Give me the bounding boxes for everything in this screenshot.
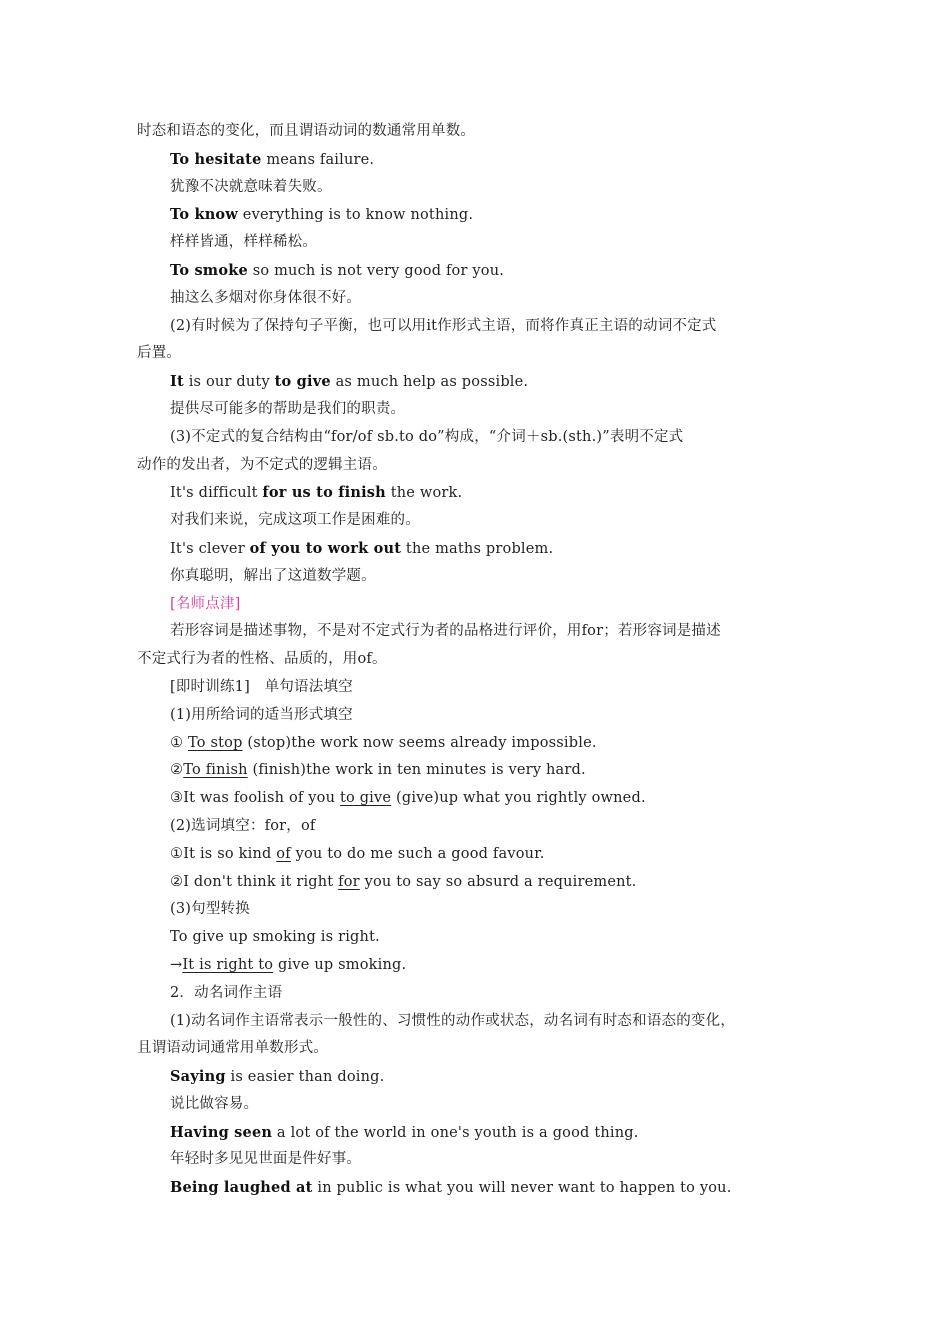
rule-paragraph-cont: 且谓语动词通常用单数形式。 xyxy=(137,1040,329,1057)
answer-blank: to give xyxy=(339,790,392,807)
answer-blank: To stop xyxy=(188,734,243,751)
exercise-item xyxy=(137,869,827,897)
example-sentence xyxy=(137,479,827,507)
example-sentence xyxy=(137,201,827,229)
translation-line: 样样皆通，样样稀松。 xyxy=(170,234,317,251)
exercise-item xyxy=(137,952,827,980)
example-sentence xyxy=(137,368,827,396)
sentence-text: is our duty xyxy=(183,374,275,391)
exercise-text: (stop)the work now seems already impossible. xyxy=(242,734,597,751)
rule-paragraph: (1)动名词作主语常表示一般性的、习惯性的动作或状态，动名词有时态和语态的变化， xyxy=(170,1012,736,1029)
exercise-subheading: (3)句型转换 xyxy=(170,901,250,918)
bold-phrase: for us to finish xyxy=(262,484,386,502)
bold-phrase: of you to work out xyxy=(249,539,402,557)
translation-line: 提供尽可能多的帮助是我们的职责。 xyxy=(170,400,406,417)
translation-line: 抽这么多烟对你身体很不好。 xyxy=(170,289,362,306)
exercise-text: you to say so absurd a requirement. xyxy=(359,873,637,890)
exercise-text: (finish)the work in ten minutes is very hard. xyxy=(247,762,586,779)
exercise-text: ② xyxy=(170,762,184,779)
rule-paragraph-cont: 动作的发出者，为不定式的逻辑主语。 xyxy=(137,456,387,473)
exercise-subheading: (2)选词填空：for，of xyxy=(170,817,316,834)
bold-phrase: To smoke xyxy=(170,261,248,279)
sentence-text: so much is not very good for you. xyxy=(247,262,505,279)
exercise-text: you to do me such a good favour. xyxy=(290,845,545,862)
exercise-text: ②I don't think it right xyxy=(170,873,339,890)
translation-line: 对我们来说，完成这项工作是困难的。 xyxy=(170,512,420,529)
sentence-text: means failure. xyxy=(261,151,375,168)
sentence-text: It's clever xyxy=(170,540,250,557)
example-sentence xyxy=(137,1119,827,1147)
sentence-text: everything is to know nothing. xyxy=(238,207,474,224)
example-sentence xyxy=(137,257,827,285)
example-sentence xyxy=(137,535,827,563)
bold-phrase: to give xyxy=(274,373,331,391)
exercise-item xyxy=(137,757,827,785)
example-sentence xyxy=(137,146,827,174)
document-body xyxy=(137,118,827,1202)
rule-paragraph-cont: 后置。 xyxy=(137,345,182,362)
sentence-text: the work. xyxy=(385,485,463,502)
exercise-text: ① xyxy=(170,734,189,751)
exercise-text: give up smoking. xyxy=(273,956,407,973)
bold-phrase: To know xyxy=(170,206,238,224)
exercise-subheading: (1)用所给词的适当形式填空 xyxy=(170,706,353,723)
sentence-text: is easier than doing. xyxy=(225,1069,385,1086)
rule-paragraph: (2)有时候为了保持句子平衡，也可以用it作形式主语，而将作真正主语的动词不定式 xyxy=(170,317,717,334)
translation-line: 犹豫不决就意味着失败。 xyxy=(170,178,332,195)
answer-blank: for xyxy=(338,873,360,890)
exercise-text: → xyxy=(170,956,183,973)
exercise-heading: [即时训练1] 单句语法填空 xyxy=(170,678,353,695)
example-sentence xyxy=(137,1174,827,1202)
exercise-text: ③It was foolish of you xyxy=(170,790,340,807)
answer-blank: It is right to xyxy=(182,956,274,973)
translation-line: 你真聪明，解出了这道数学题。 xyxy=(170,567,376,584)
exercise-item xyxy=(137,730,827,758)
tip-heading: [名师点津] xyxy=(170,595,241,612)
exercise-text: ①It is so kind xyxy=(170,845,277,862)
bold-phrase: Saying xyxy=(170,1068,226,1086)
exercise-item xyxy=(137,785,827,813)
sentence-text: the maths problem. xyxy=(401,540,554,557)
sentence-text: a lot of the world in one's youth is a good thing. xyxy=(272,1124,639,1141)
text-line: 时态和语态的变化，而且谓语动词的数通常用单数。 xyxy=(137,123,476,139)
bold-phrase: Being laughed at xyxy=(170,1179,313,1197)
section-heading: 2．动名词作主语 xyxy=(170,984,283,1001)
bold-phrase: To hesitate xyxy=(170,150,262,168)
tip-paragraph-cont: 不定式行为者的性格、品质的，用of。 xyxy=(137,651,387,668)
exercise-item: To give up smoking is right. xyxy=(170,929,380,946)
answer-blank: To finish xyxy=(183,762,248,779)
sentence-text: It's difficult xyxy=(170,485,263,502)
exercise-item xyxy=(137,841,827,869)
rule-paragraph: (3)不定式的复合结构由“for/of sb.to do”构成，“介词＋sb.(sth.)”表明不定式 xyxy=(170,428,684,445)
sentence-text: in public is what you will never want to happen to you. xyxy=(312,1180,732,1197)
answer-blank: of xyxy=(276,845,291,862)
translation-line: 年轻时多见见世面是件好事。 xyxy=(170,1151,362,1168)
exercise-text: (give)up what you rightly owned. xyxy=(391,790,646,807)
bold-phrase: It xyxy=(170,373,184,391)
example-sentence xyxy=(137,1063,827,1091)
tip-paragraph: 若形容词是描述事物，不是对不定式行为者的品格进行评价，用for；若形容词是描述 xyxy=(170,623,721,640)
sentence-text: as much help as possible. xyxy=(330,374,529,391)
translation-line: 说比做容易。 xyxy=(170,1095,259,1112)
bold-phrase: Having seen xyxy=(170,1123,273,1141)
